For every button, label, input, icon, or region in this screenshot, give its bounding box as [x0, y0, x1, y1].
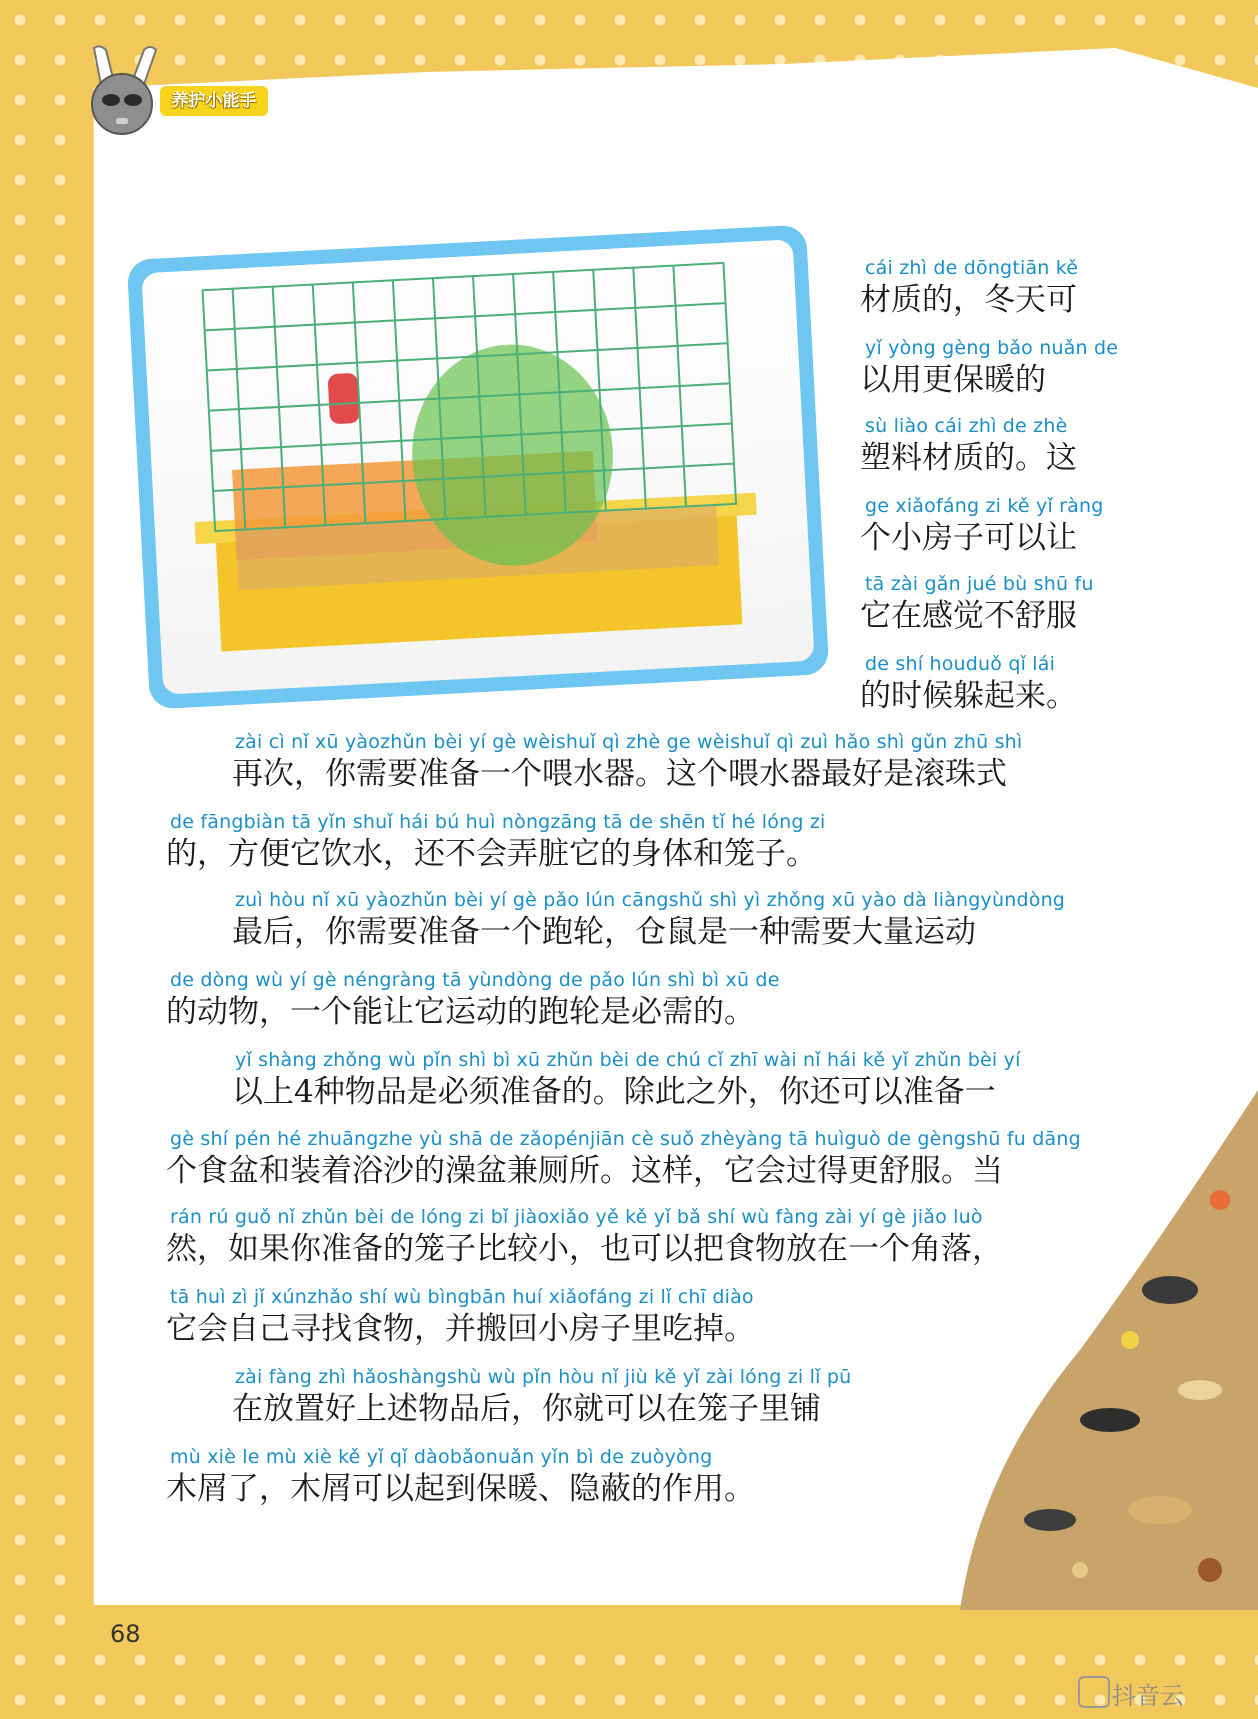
pinyin-line-6: de shí houduǒ qǐ lái: [865, 653, 1056, 675]
text-line-13: 然，如果你准备的笼子比较小，也可以把食物放在一个角落，: [166, 1231, 1003, 1267]
pinyin-line-2: yǐ yòng gèng bǎo nuǎn de: [865, 337, 1119, 359]
text-line-10: 的动物，一个能让它运动的跑轮是必需的。: [166, 994, 755, 1030]
text-line-15: 在放置好上述物品后，你就可以在笼子里铺: [232, 1391, 821, 1427]
pinyin-line-4: ge xiǎofáng zi kě yǐ ràng: [865, 495, 1104, 517]
text-line-3: 塑料材质的。这: [860, 440, 1077, 476]
pinyin-line-9: zuì hòu nǐ xū yàozhǔn bèi yí gè pǎo lún cāngshǔ shì yì zhǒng xū yào dà liàngyùndòng: [235, 889, 1066, 911]
pinyin-line-13: rán rú guǒ nǐ zhǔn bèi de lóng zi bǐ jiàoxiǎo yě kě yǐ bǎ shí wù fàng zài yí gè jiǎo luò: [170, 1206, 983, 1228]
pinyin-line-8: de fāngbiàn tā yǐn shuǐ hái bú huì nòngzāng tā de shēn tǐ hé lóng zi: [170, 811, 826, 833]
section-badge-label: 养护小能手: [160, 86, 268, 116]
pinyin-line-5: tā zài gǎn jué bù shū fu: [865, 573, 1094, 595]
text-line-6: 的时候躲起来。: [860, 678, 1077, 714]
text-line-16: 木屑了，木屑可以起到保暖、隐蔽的作用。: [166, 1471, 755, 1507]
text-line-1: 材质的，冬天可: [860, 282, 1077, 318]
pinyin-line-1: cái zhì de dōngtiān kě: [865, 257, 1079, 279]
text-line-12: 个食盆和装着浴沙的澡盆兼厕所。这样，它会过得更舒服。当: [166, 1153, 1003, 1189]
watermark-text: 抖音云: [1112, 1682, 1184, 1710]
pinyin-line-10: de dòng wù yí gè néngràng tā yùndòng de pǎo lún shì bì xū de: [170, 969, 780, 991]
pinyin-line-11: yǐ shàng zhǒng wù pǐn shì bì xū zhǔn bèi de chú cǐ zhī wài nǐ hái kě yǐ zhǔn bèi yí: [235, 1049, 1021, 1071]
pinyin-line-14: tā huì zì jǐ xúnzhǎo shí wù bìngbān huí xiǎofáng zi lǐ chī diào: [170, 1286, 754, 1308]
text-line-14: 它会自己寻找食物，并搬回小房子里吃掉。: [166, 1311, 755, 1347]
text-line-9: 最后，你需要准备一个跑轮，仓鼠是一种需要大量运动: [232, 914, 976, 950]
rabbit-badge-icon: [72, 42, 168, 138]
pinyin-line-16: mù xiè le mù xiè kě yǐ qǐ dàobǎonuǎn yǐn bì de zuòyòng: [170, 1446, 713, 1468]
text-line-4: 个小房子可以让: [860, 520, 1077, 556]
page-number: 68: [110, 1620, 141, 1648]
bottom-band: [80, 1605, 1258, 1645]
pinyin-line-15: zài fàng zhì hǎoshàngshù wù pǐn hòu nǐ jiù kě yǐ zài lóng zi lǐ pū: [235, 1366, 852, 1388]
text-line-8: 的，方便它饮水，还不会弄脏它的身体和笼子。: [166, 836, 817, 872]
text-line-7: 再次，你需要准备一个喂水器。这个喂水器最好是滚珠式: [232, 756, 1007, 792]
seed-mix-image: [960, 1090, 1258, 1610]
text-line-11: 以上4种物品是必须准备的。除此之外，你还可以准备一: [232, 1074, 996, 1110]
hamster-cage-photo: [127, 225, 830, 710]
pinyin-line-12: gè shí pén hé zhuāngzhe yù shā de zǎopénjiān cè suǒ zhèyàng tā huìguò de gèngshū fu dāng: [170, 1128, 1081, 1150]
pinyin-line-3: sù liào cái zhì de zhè: [865, 415, 1068, 437]
text-line-2: 以用更保暖的: [860, 362, 1046, 398]
text-line-5: 它在感觉不舒服: [860, 598, 1077, 634]
watermark-logo-icon: [1078, 1676, 1110, 1708]
pinyin-line-7: zài cì nǐ xū yàozhǔn bèi yí gè wèishuǐ qì zhè ge wèishuǐ qì zuì hǎo shì gǔn zhū shì: [235, 731, 1023, 753]
